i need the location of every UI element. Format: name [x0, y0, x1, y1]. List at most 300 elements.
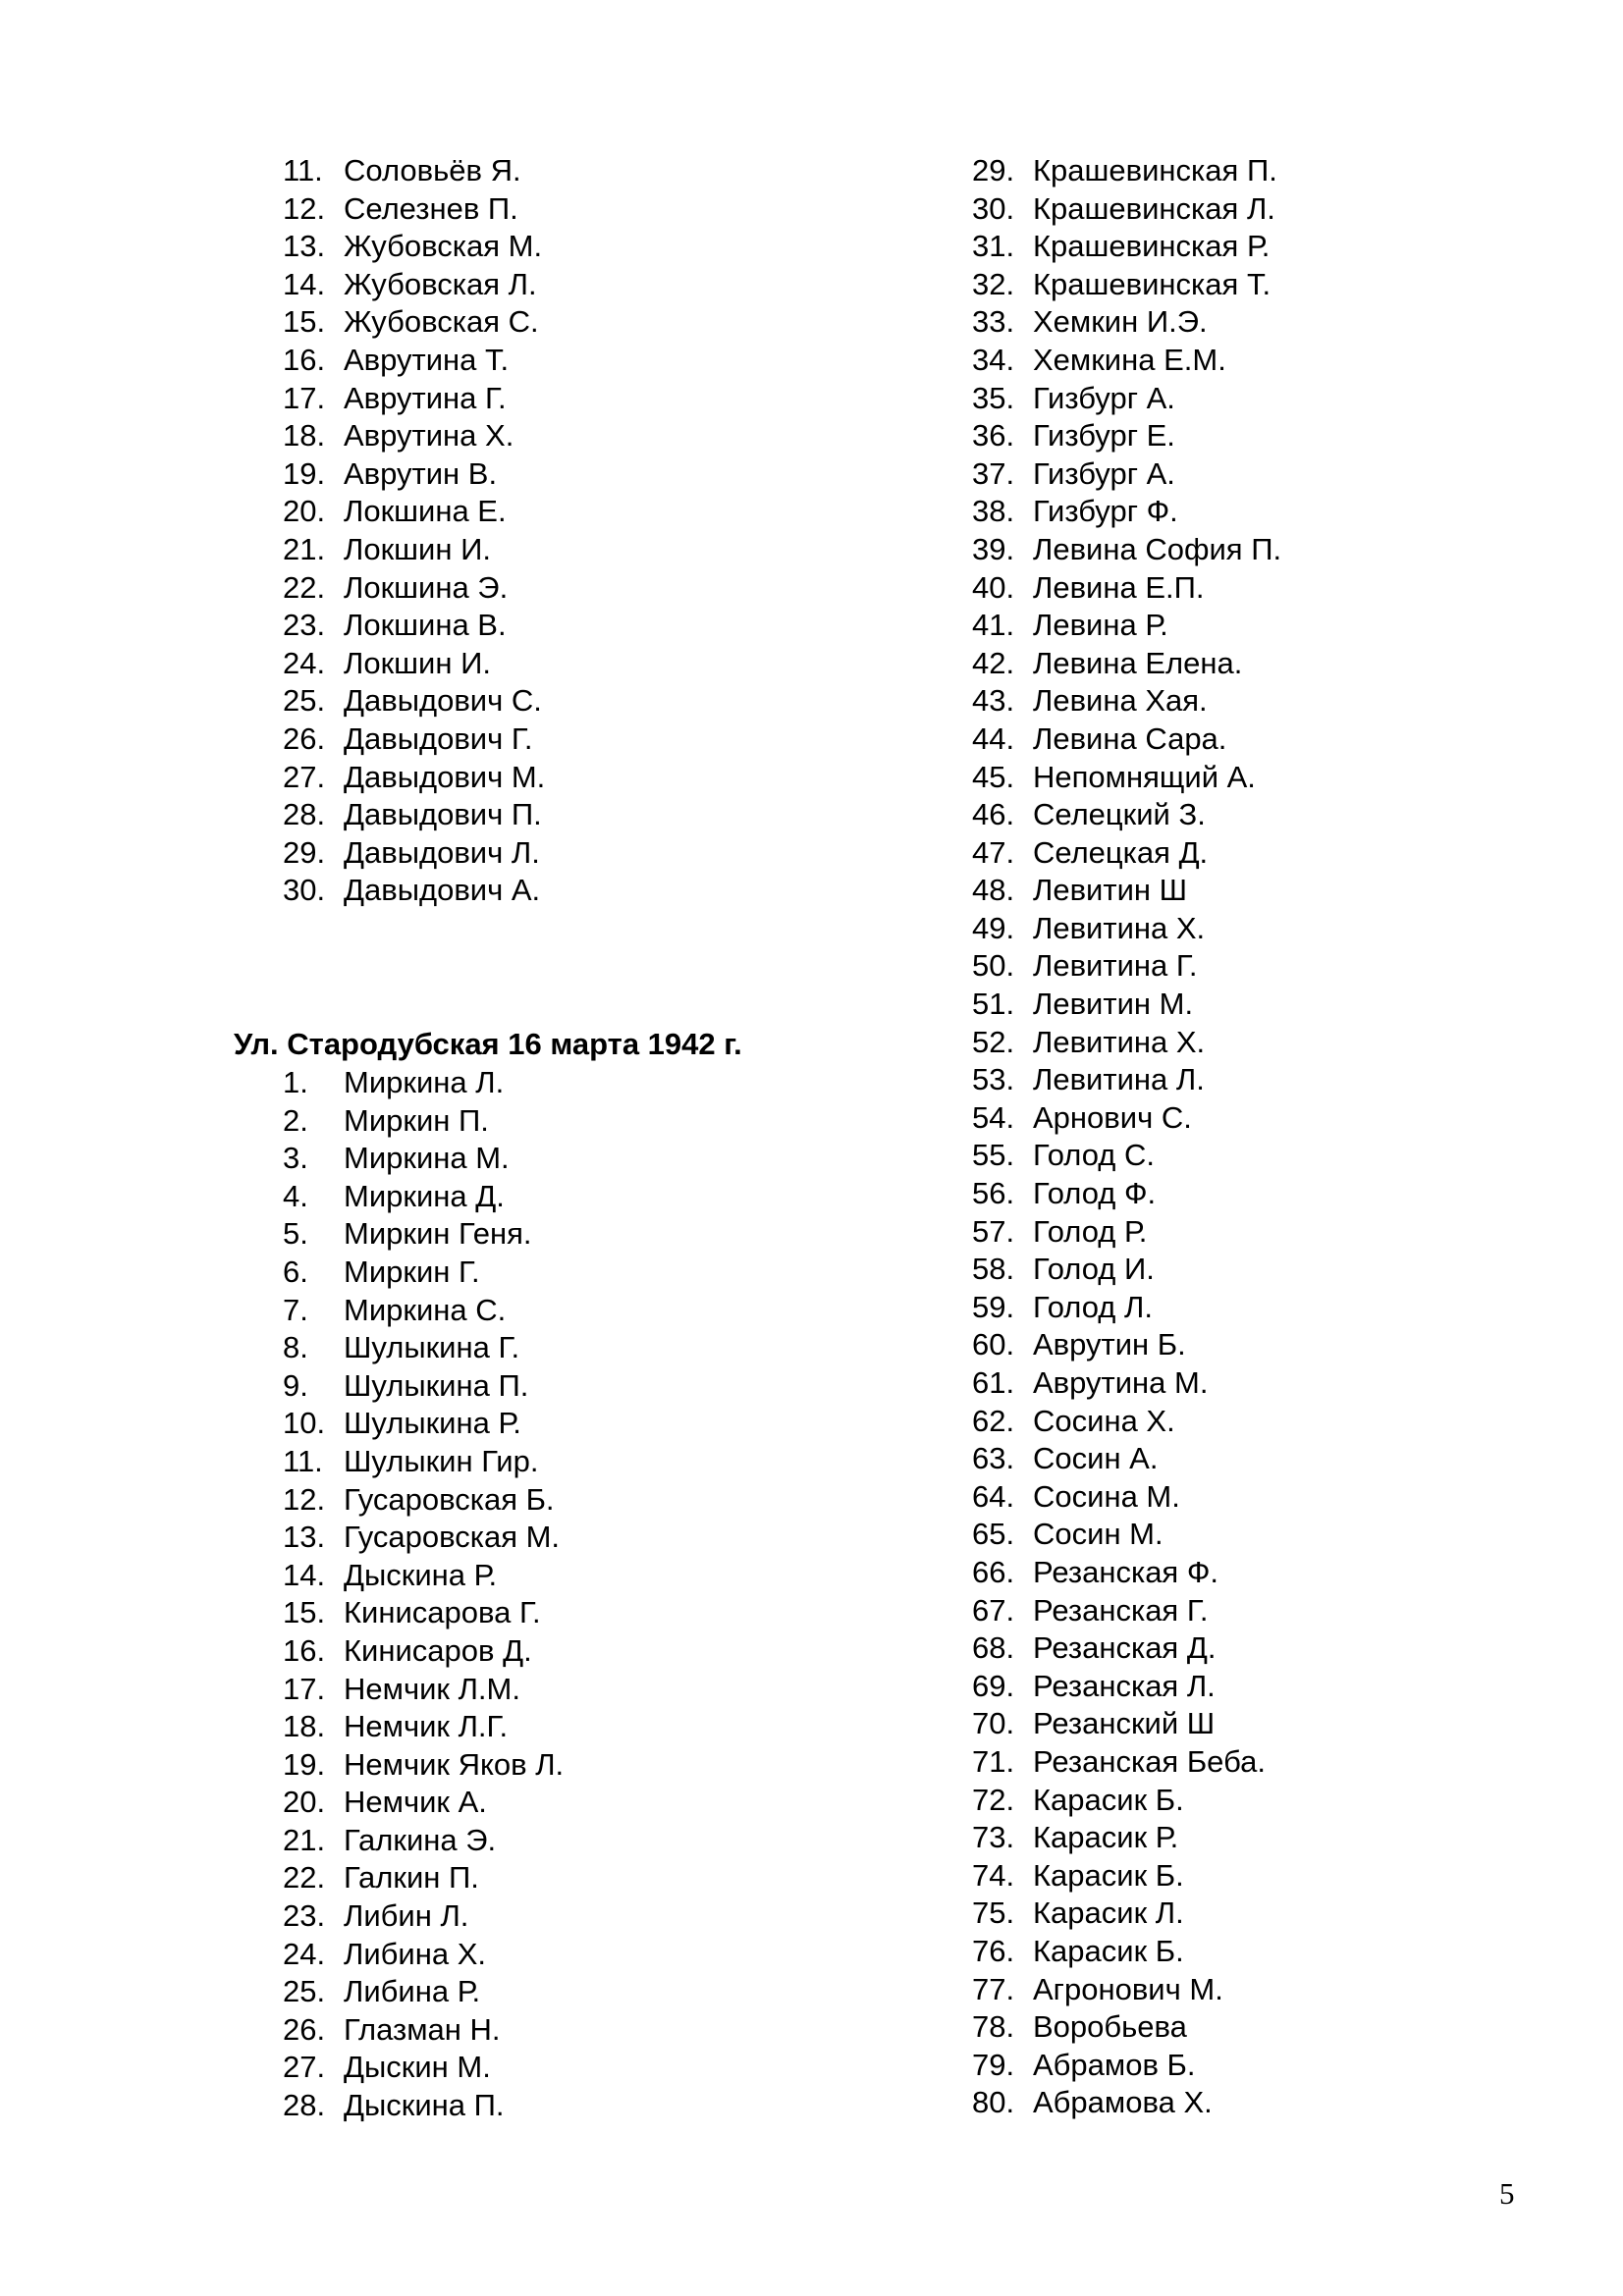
- person-name: Абрамова Х.: [1033, 2085, 1213, 2120]
- item-number: 29.: [283, 834, 326, 870]
- list-item: [972, 1440, 1522, 1478]
- list-item: [234, 607, 862, 645]
- item-number: 67.: [972, 1592, 1015, 1628]
- list-item: [972, 1326, 1522, 1364]
- section-list-container: [283, 1064, 872, 2125]
- person-name: Гизбург Ф.: [1033, 494, 1178, 529]
- person-name: Немчик А.: [344, 1785, 487, 1820]
- person-name: Аврутина Т.: [344, 342, 510, 377]
- item-number: 10.: [283, 1406, 326, 1441]
- list-item: [283, 1443, 872, 1481]
- list-item: [283, 1178, 872, 1216]
- person-name: Шулыкина П.: [344, 1367, 529, 1403]
- person-name: Глазман Н.: [344, 2011, 501, 2047]
- person-name: Соловьёв Я.: [344, 153, 521, 187]
- person-name: Воробьева: [1033, 2009, 1187, 2045]
- list-item: [283, 1519, 872, 1557]
- person-name: Резанский Ш: [1033, 1706, 1216, 1741]
- list-item: [972, 493, 1522, 531]
- person-name: Давыдович П.: [344, 797, 542, 832]
- item-number: 8.: [283, 1330, 308, 1365]
- item-number: 40.: [972, 569, 1015, 605]
- item-number: 44.: [972, 721, 1015, 756]
- person-name: Миркин Г.: [344, 1254, 480, 1289]
- person-name: Сосин М.: [1033, 1517, 1163, 1552]
- list-item: [972, 721, 1522, 759]
- list-item: [234, 493, 862, 531]
- person-name: Локшина Е.: [344, 494, 507, 529]
- item-number: 1.: [283, 1065, 308, 1099]
- item-number: 11.: [283, 153, 323, 187]
- item-number: 28.: [283, 2088, 326, 2123]
- item-number: 46.: [972, 797, 1015, 832]
- person-name: Шулыкин Гир.: [344, 1443, 539, 1478]
- person-name: Аврутина Х.: [344, 418, 514, 454]
- item-number: 60.: [972, 1327, 1015, 1362]
- list-item: [283, 1367, 872, 1406]
- person-name: Левина Сара.: [1033, 721, 1227, 756]
- section-name-list: [283, 1064, 872, 2125]
- item-number: 21.: [283, 531, 326, 566]
- item-number: 2.: [283, 1102, 308, 1138]
- list-item: [234, 796, 862, 834]
- item-number: 35.: [972, 380, 1015, 415]
- item-number: 18.: [283, 1709, 326, 1744]
- list-item: [283, 1632, 872, 1671]
- person-name: Хемкин И.Э.: [1033, 304, 1208, 340]
- person-name: Давыдович А.: [344, 873, 541, 908]
- person-name: Крашевинская П.: [1033, 153, 1277, 187]
- list-item: [283, 1064, 872, 1102]
- item-number: 79.: [972, 2047, 1015, 2082]
- item-number: 45.: [972, 759, 1015, 794]
- name-list-right: [972, 152, 1522, 2122]
- person-name: Сосин А.: [1033, 1441, 1159, 1476]
- person-name: Миркина С.: [344, 1292, 507, 1327]
- person-name: Миркин П.: [344, 1102, 489, 1138]
- list-item: [234, 721, 862, 759]
- list-item: [972, 531, 1522, 569]
- list-item: [234, 645, 862, 683]
- person-name: Давыдович М.: [344, 759, 546, 794]
- list-item: [283, 1671, 872, 1709]
- item-number: 16.: [283, 342, 326, 377]
- page-number: 5: [1499, 2176, 1515, 2211]
- person-name: Гусаровская М.: [344, 1520, 561, 1555]
- list-item: [972, 1629, 1522, 1668]
- list-item: [972, 1516, 1522, 1554]
- item-number: 31.: [972, 229, 1015, 264]
- list-item: [972, 1933, 1522, 1971]
- person-name: Резанская Д.: [1033, 1630, 1217, 1666]
- person-name: Гизбург Е.: [1033, 418, 1175, 454]
- list-item: [283, 1405, 872, 1443]
- list-item: [972, 1895, 1522, 1933]
- left-column: [234, 152, 862, 910]
- person-name: Миркина Л.: [344, 1065, 505, 1099]
- list-item: [972, 1251, 1522, 1289]
- person-name: Левина Хая.: [1033, 683, 1208, 719]
- person-name: Жубовская Л.: [344, 266, 537, 301]
- section-heading: Ул. Стародубская 16 марта 1942 г.: [234, 1027, 742, 1061]
- person-name: Левитина Х.: [1033, 1024, 1206, 1059]
- person-name: Левина София П.: [1033, 531, 1282, 566]
- person-name: Голод С.: [1033, 1138, 1155, 1173]
- person-name: Абрамов Б.: [1033, 2047, 1196, 2082]
- person-name: Крашевинская Т.: [1033, 266, 1271, 301]
- person-name: Гизбург А.: [1033, 455, 1175, 491]
- list-item: [972, 645, 1522, 683]
- item-number: 17.: [283, 380, 326, 415]
- list-item: [234, 417, 862, 455]
- item-number: 5.: [283, 1216, 308, 1252]
- list-item: [972, 947, 1522, 986]
- person-name: Арнович С.: [1033, 1099, 1192, 1135]
- person-name: Карасик Р.: [1033, 1820, 1179, 1855]
- list-item: [283, 1708, 872, 1746]
- item-number: 41.: [972, 608, 1015, 643]
- person-name: Дыскина П.: [344, 2088, 505, 2123]
- item-number: 6.: [283, 1254, 308, 1289]
- list-item: [283, 1822, 872, 1860]
- person-name: Левитина Х.: [1033, 910, 1206, 945]
- item-number: 25.: [283, 683, 326, 719]
- list-item: [234, 682, 862, 721]
- item-number: 38.: [972, 494, 1015, 529]
- item-number: 15.: [283, 304, 326, 340]
- item-number: 47.: [972, 834, 1015, 870]
- item-number: 37.: [972, 455, 1015, 491]
- item-number: 74.: [972, 1857, 1015, 1893]
- person-name: Селецкий З.: [1033, 797, 1206, 832]
- person-name: Жубовская С.: [344, 304, 539, 340]
- item-number: 30.: [972, 190, 1015, 226]
- person-name: Галкин П.: [344, 1860, 479, 1896]
- person-name: Немчик Л.Г.: [344, 1709, 509, 1744]
- list-item: [972, 1705, 1522, 1743]
- item-number: 13.: [283, 1520, 326, 1555]
- item-number: 71.: [972, 1743, 1015, 1779]
- item-number: 55.: [972, 1138, 1015, 1173]
- item-number: 69.: [972, 1668, 1015, 1703]
- list-item: [234, 342, 862, 380]
- person-name: Давыдович Г.: [344, 721, 533, 756]
- list-item: [234, 759, 862, 797]
- name-list-continued: [234, 152, 862, 910]
- item-number: 72.: [972, 1782, 1015, 1817]
- person-name: Сосина Х.: [1033, 1403, 1175, 1438]
- item-number: 54.: [972, 1099, 1015, 1135]
- person-name: Левина Е.П.: [1033, 569, 1205, 605]
- list-item: [972, 2084, 1522, 2122]
- person-name: Миркина Д.: [344, 1178, 505, 1213]
- item-number: 22.: [283, 569, 326, 605]
- list-item: [283, 1215, 872, 1254]
- list-item: [972, 1743, 1522, 1782]
- item-number: 34.: [972, 342, 1015, 377]
- list-item: [972, 380, 1522, 418]
- item-number: 19.: [283, 455, 326, 491]
- list-item: [972, 1289, 1522, 1327]
- person-name: Локшин И.: [344, 531, 491, 566]
- list-item: [972, 228, 1522, 266]
- person-name: Голод Р.: [1033, 1213, 1148, 1249]
- item-number: 57.: [972, 1213, 1015, 1249]
- person-name: Галкина Э.: [344, 1822, 497, 1857]
- item-number: 17.: [283, 1671, 326, 1706]
- item-number: 22.: [283, 1860, 326, 1896]
- person-name: Локшина В.: [344, 608, 507, 643]
- list-item: [972, 569, 1522, 608]
- item-number: 32.: [972, 266, 1015, 301]
- person-name: Селецкая Д.: [1033, 834, 1209, 870]
- item-number: 77.: [972, 1971, 1015, 2006]
- item-number: 70.: [972, 1706, 1015, 1741]
- person-name: Либина Р.: [344, 1974, 481, 2009]
- person-name: Карасик Б.: [1033, 1782, 1184, 1817]
- list-item: [234, 569, 862, 608]
- list-item: [972, 1857, 1522, 1896]
- list-item: [972, 190, 1522, 229]
- person-name: Агронович М.: [1033, 1971, 1223, 2006]
- list-item: [234, 303, 862, 342]
- item-number: 26.: [283, 721, 326, 756]
- item-number: 68.: [972, 1630, 1015, 1666]
- item-number: 30.: [283, 873, 326, 908]
- list-item: [283, 1746, 872, 1785]
- list-item: [972, 152, 1522, 190]
- person-name: Кинисарова Г.: [344, 1595, 541, 1630]
- item-number: 51.: [972, 987, 1015, 1022]
- list-item: [283, 1292, 872, 1330]
- person-name: Резанская Л.: [1033, 1668, 1216, 1703]
- person-name: Локшина Э.: [344, 569, 509, 605]
- item-number: 7.: [283, 1292, 308, 1327]
- person-name: Локшин И.: [344, 645, 491, 680]
- person-name: Левитин М.: [1033, 987, 1194, 1022]
- person-name: Карасик Л.: [1033, 1896, 1184, 1931]
- list-item: [283, 1784, 872, 1822]
- person-name: Левитина Г.: [1033, 948, 1198, 984]
- list-item: [972, 872, 1522, 910]
- item-number: 62.: [972, 1403, 1015, 1438]
- list-item: [972, 1782, 1522, 1820]
- person-name: Немчик Л.М.: [344, 1671, 520, 1706]
- item-number: 36.: [972, 418, 1015, 454]
- list-item: [283, 1254, 872, 1292]
- item-number: 78.: [972, 2009, 1015, 2045]
- person-name: Левитина Л.: [1033, 1062, 1205, 1097]
- list-item: [972, 1213, 1522, 1252]
- item-number: 27.: [283, 2050, 326, 2085]
- list-item: [972, 417, 1522, 455]
- item-number: 23.: [283, 608, 326, 643]
- list-item: [283, 1329, 872, 1367]
- person-name: Аврутин В.: [344, 455, 498, 491]
- person-name: Левина Елена.: [1033, 645, 1243, 680]
- list-item: [234, 152, 862, 190]
- person-name: Шулыкина Р.: [344, 1406, 521, 1441]
- item-number: 80.: [972, 2085, 1015, 2120]
- item-number: 53.: [972, 1062, 1015, 1097]
- person-name: Кинисаров Д.: [344, 1632, 532, 1668]
- item-number: 52.: [972, 1024, 1015, 1059]
- item-number: 33.: [972, 304, 1015, 340]
- item-number: 27.: [283, 759, 326, 794]
- item-number: 18.: [283, 418, 326, 454]
- list-item: [283, 1102, 872, 1141]
- list-item: [972, 2047, 1522, 2085]
- item-number: 20.: [283, 1785, 326, 1820]
- list-item: [972, 342, 1522, 380]
- person-name: Карасик Б.: [1033, 1857, 1184, 1893]
- list-item: [972, 2008, 1522, 2047]
- list-item: [283, 1897, 872, 1936]
- person-name: Аврутин Б.: [1033, 1327, 1186, 1362]
- item-number: 48.: [972, 873, 1015, 908]
- item-number: 9.: [283, 1367, 308, 1403]
- item-number: 15.: [283, 1595, 326, 1630]
- person-name: Давыдович Л.: [344, 834, 540, 870]
- list-item: [283, 1594, 872, 1632]
- person-name: Аврутина Г.: [344, 380, 507, 415]
- list-item: [972, 607, 1522, 645]
- item-number: 65.: [972, 1517, 1015, 1552]
- list-item: [972, 303, 1522, 342]
- person-name: Резанская Ф.: [1033, 1554, 1219, 1589]
- item-number: 13.: [283, 229, 326, 264]
- person-name: Сосина М.: [1033, 1478, 1180, 1514]
- person-name: Голод Ф.: [1033, 1176, 1157, 1211]
- list-item: [283, 2087, 872, 2125]
- item-number: 50.: [972, 948, 1015, 984]
- person-name: Левитин Ш: [1033, 873, 1188, 908]
- item-number: 56.: [972, 1176, 1015, 1211]
- person-name: Голод И.: [1033, 1252, 1155, 1287]
- person-name: Давыдович С.: [344, 683, 542, 719]
- list-item: [283, 1936, 872, 1974]
- list-item: [283, 2049, 872, 2087]
- list-item: [972, 1478, 1522, 1517]
- item-number: 49.: [972, 910, 1015, 945]
- item-number: 23.: [283, 1898, 326, 1934]
- item-number: 61.: [972, 1365, 1015, 1400]
- item-number: 11.: [283, 1443, 323, 1478]
- list-item: [972, 1554, 1522, 1592]
- person-name: Либина Х.: [344, 1936, 486, 1971]
- list-item: [283, 1481, 872, 1520]
- person-name: Миркин Геня.: [344, 1216, 532, 1252]
- person-name: Жубовская М.: [344, 229, 543, 264]
- list-item: [283, 1973, 872, 2011]
- list-item: [972, 1403, 1522, 1441]
- item-number: 73.: [972, 1820, 1015, 1855]
- list-item: [972, 986, 1522, 1024]
- item-number: 59.: [972, 1289, 1015, 1324]
- person-name: Аврутина М.: [1033, 1365, 1209, 1400]
- list-item: [972, 1137, 1522, 1175]
- list-item: [972, 1099, 1522, 1138]
- list-item: [234, 455, 862, 494]
- item-number: 12.: [283, 190, 326, 226]
- person-name: Резанская Г.: [1033, 1592, 1209, 1628]
- right-column: [972, 152, 1522, 2122]
- list-item: [972, 682, 1522, 721]
- list-item: [283, 2011, 872, 2050]
- item-number: 64.: [972, 1478, 1015, 1514]
- person-name: Непомнящий А.: [1033, 759, 1256, 794]
- person-name: Крашевинская Л.: [1033, 190, 1275, 226]
- person-name: Гусаровская Б.: [344, 1481, 555, 1517]
- list-item: [972, 1061, 1522, 1099]
- person-name: Селезнев П.: [344, 190, 518, 226]
- list-item: [972, 759, 1522, 797]
- list-item: [234, 531, 862, 569]
- person-name: Шулыкина Г.: [344, 1330, 520, 1365]
- list-item: [234, 266, 862, 304]
- person-name: Хемкина Е.М.: [1033, 342, 1226, 377]
- item-number: 63.: [972, 1441, 1015, 1476]
- item-number: 20.: [283, 494, 326, 529]
- item-number: 4.: [283, 1178, 308, 1213]
- item-number: 29.: [972, 153, 1015, 187]
- list-item: [234, 872, 862, 910]
- list-item: [972, 1024, 1522, 1062]
- list-item: [283, 1859, 872, 1897]
- person-name: Дыскина Р.: [344, 1557, 498, 1592]
- item-number: 21.: [283, 1822, 326, 1857]
- item-number: 3.: [283, 1141, 308, 1176]
- person-name: Левина Р.: [1033, 608, 1168, 643]
- list-item: [972, 1592, 1522, 1630]
- list-item: [972, 1819, 1522, 1857]
- person-name: Либин Л.: [344, 1898, 469, 1934]
- person-name: Дыскин М.: [344, 2050, 491, 2085]
- list-item: [972, 834, 1522, 873]
- list-item: [972, 1175, 1522, 1213]
- item-number: 25.: [283, 1974, 326, 2009]
- item-number: 26.: [283, 2011, 326, 2047]
- list-item: [234, 190, 862, 229]
- person-name: Карасик Б.: [1033, 1933, 1184, 1968]
- list-item: [234, 228, 862, 266]
- list-item: [234, 380, 862, 418]
- item-number: 28.: [283, 797, 326, 832]
- item-number: 12.: [283, 1481, 326, 1517]
- list-item: [972, 1971, 1522, 2009]
- list-item: [972, 266, 1522, 304]
- list-item: [972, 1364, 1522, 1403]
- item-number: 16.: [283, 1632, 326, 1668]
- item-number: 14.: [283, 266, 326, 301]
- list-item: [283, 1140, 872, 1178]
- person-name: Немчик Яков Л.: [344, 1746, 565, 1782]
- item-number: 75.: [972, 1896, 1015, 1931]
- item-number: 24.: [283, 645, 326, 680]
- list-item: [972, 796, 1522, 834]
- item-number: 76.: [972, 1933, 1015, 1968]
- list-item: [234, 834, 862, 873]
- item-number: 66.: [972, 1554, 1015, 1589]
- item-number: 14.: [283, 1557, 326, 1592]
- item-number: 42.: [972, 645, 1015, 680]
- item-number: 24.: [283, 1936, 326, 1971]
- person-name: Гизбург А.: [1033, 380, 1175, 415]
- list-item: [972, 910, 1522, 948]
- person-name: Голод Л.: [1033, 1289, 1153, 1324]
- person-name: Резанская Беба.: [1033, 1743, 1266, 1779]
- list-item: [283, 1557, 872, 1595]
